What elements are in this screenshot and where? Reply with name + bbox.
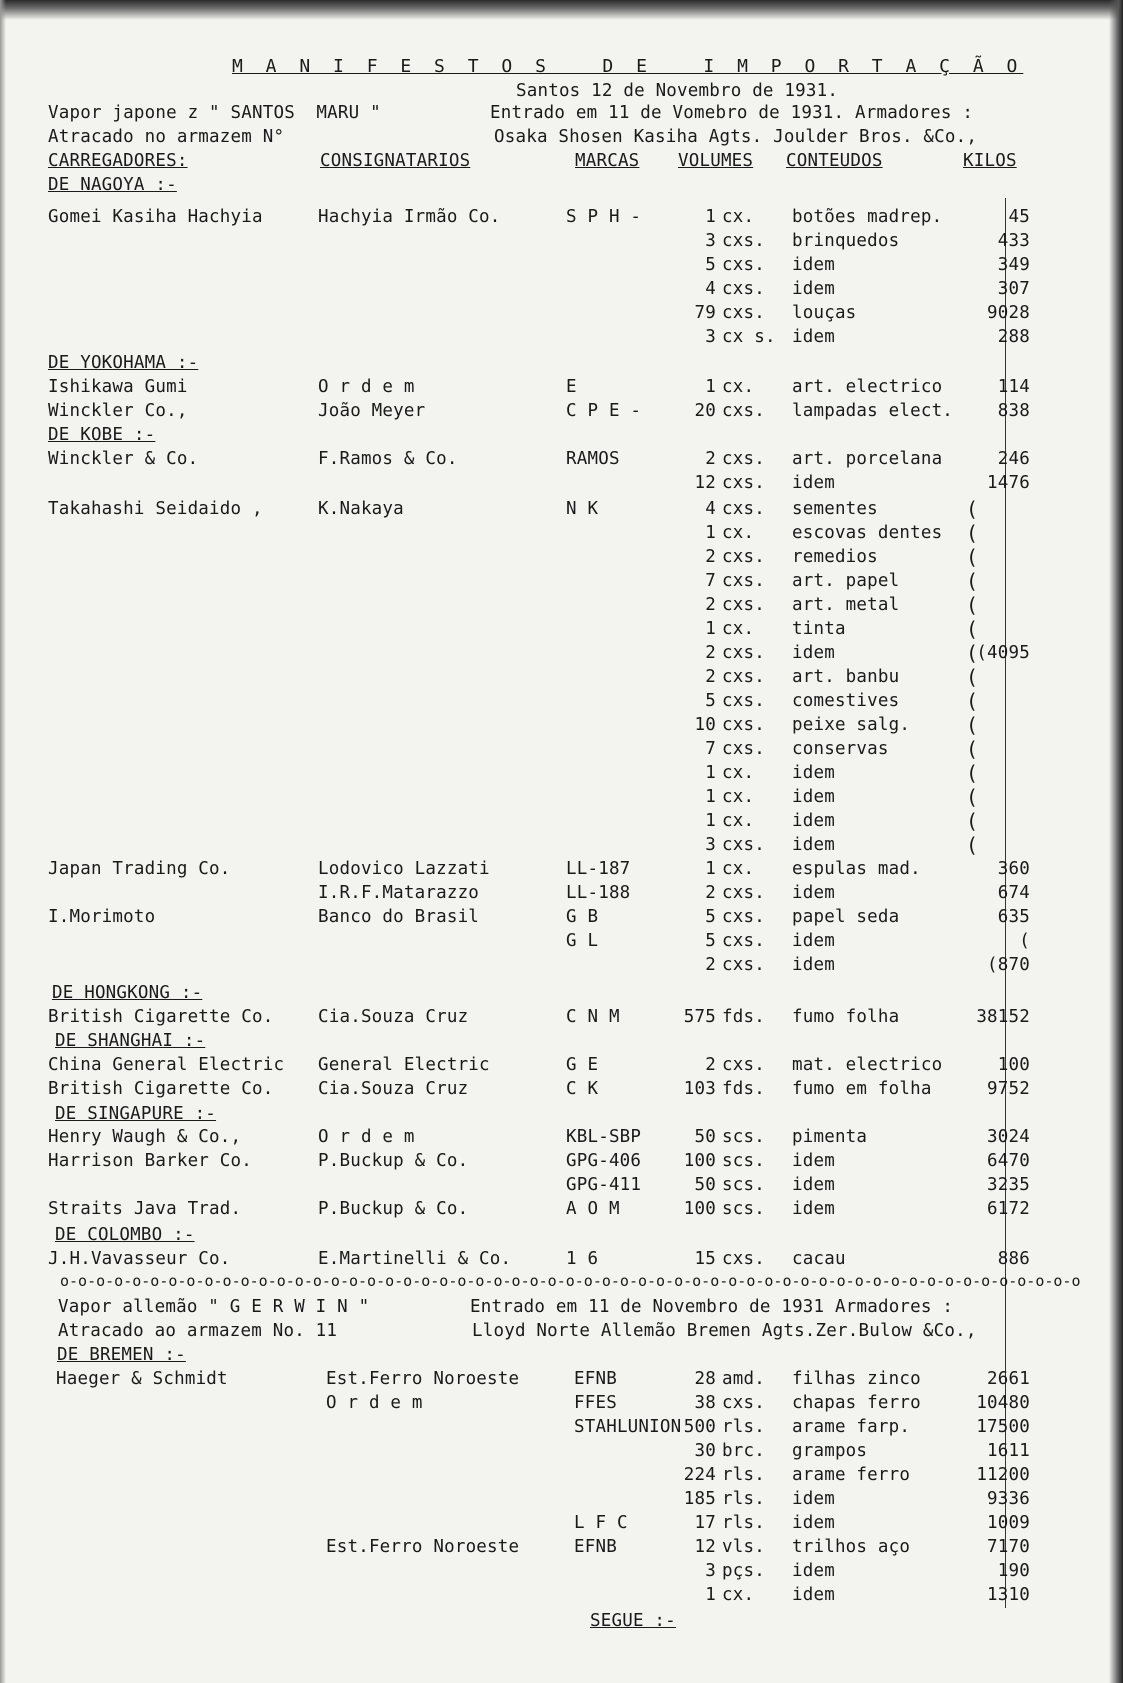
volume-count-cell: 100 — [683, 1199, 716, 1219]
content-cell: sementes — [792, 499, 878, 519]
kilos-cell: 349 — [997, 255, 1030, 275]
kilos-cell: 838 — [997, 401, 1030, 421]
content-cell: idem — [792, 955, 835, 975]
shipper-cell: China General Electric — [48, 1055, 285, 1075]
kilos-cell: 886 — [997, 1249, 1030, 1269]
content-cell: arame farp. — [792, 1417, 911, 1437]
kilos-cell: 2661 — [987, 1369, 1030, 1389]
content-cell: idem — [792, 473, 835, 493]
volume-count-cell: 1 — [705, 523, 716, 543]
content-cell: papel seda — [792, 907, 900, 927]
shipper-cell: J.H.Vavasseur Co. — [48, 1249, 231, 1269]
kilos-cell: 674 — [997, 883, 1030, 903]
kilos-cell: 307 — [997, 279, 1030, 299]
brace-mark: ( — [966, 497, 979, 521]
content-cell: idem — [792, 763, 835, 783]
volume-count-cell: 7 — [705, 571, 716, 591]
consignee-cell: General Electric — [318, 1055, 490, 1075]
volume-count-cell: 79 — [694, 303, 716, 323]
volume-count-cell: 17 — [694, 1513, 716, 1533]
volume-unit-cell: cx. — [722, 787, 755, 807]
volume-unit-cell: cx. — [722, 859, 755, 879]
volume-count-cell: 224 — [683, 1465, 716, 1485]
content-cell: espulas mad. — [792, 859, 921, 879]
marks-cell: G L — [566, 931, 599, 951]
content-cell: filhas zinco — [792, 1369, 921, 1389]
volume-unit-cell: cxs. — [722, 931, 765, 951]
content-cell: art. papel — [792, 571, 900, 591]
scan-edge-top — [0, 0, 1123, 20]
consignee-cell: Est.Ferro Noroeste — [326, 1537, 520, 1557]
marks-cell: C P E - — [566, 401, 642, 421]
kilos-cell: ( — [1019, 931, 1030, 951]
brace-mark: ( — [966, 593, 979, 617]
kilos-cell: 635 — [997, 907, 1030, 927]
kilos-cell: 10480 — [976, 1393, 1030, 1413]
marks-cell: RAMOS — [566, 449, 620, 469]
marks-cell: A O M — [566, 1199, 620, 1219]
origin-shanghai: DE SHANGHAI :- — [55, 1031, 206, 1051]
marks-cell: FFES — [574, 1393, 617, 1413]
ship-separator: o-o-o-o-o-o-o-o-o-o-o-o-o-o-o-o-o-o-o-o-o-o-o-o-o-o-o-o-o-o-o-o-o-o-o-o-o-o-o-o-o-o-o-o-o-o-o-o-o-o-o-o-o-o-o-o-o — [60, 1272, 1081, 1290]
volume-unit-cell: cx. — [722, 619, 755, 639]
volume-unit-cell: amd. — [722, 1369, 765, 1389]
volume-count-cell: 500 — [683, 1417, 716, 1437]
origin-nagoya: DE NAGOYA :- — [48, 175, 177, 195]
content-cell: trilhos aço — [792, 1537, 911, 1557]
volume-count-cell: 1 — [705, 787, 716, 807]
shipper-cell: Ishikawa Gumi — [48, 377, 188, 397]
volume-count-cell: 103 — [683, 1079, 716, 1099]
volume-count-cell: 2 — [705, 449, 716, 469]
marks-cell: LL-187 — [566, 859, 631, 879]
consignee-cell: João Meyer — [318, 401, 426, 421]
shipper-cell: Harrison Barker Co. — [48, 1151, 252, 1171]
volume-unit-cell: rls. — [722, 1465, 765, 1485]
volume-unit-cell: cxs. — [722, 883, 765, 903]
shipper-cell: Japan Trading Co. — [48, 859, 231, 879]
brace-mark: ( — [966, 521, 979, 545]
content-cell: chapas ferro — [792, 1393, 921, 1413]
volume-unit-cell: vls. — [722, 1537, 765, 1557]
header-volumes: VOLUMES — [678, 151, 754, 171]
header-consignatarios: CONSIGNATARIOS — [320, 151, 471, 171]
volume-count-cell: 15 — [694, 1249, 716, 1269]
ship1-line1: Vapor japone z " SANTOS MARU " — [48, 103, 381, 123]
marks-cell: GPG-406 — [566, 1151, 642, 1171]
volume-count-cell: 7 — [705, 739, 716, 759]
volume-unit-cell: cx. — [722, 1585, 755, 1605]
volume-count-cell: 4 — [705, 499, 716, 519]
content-cell: mat. electrico — [792, 1055, 943, 1075]
marks-cell: EFNB — [574, 1537, 617, 1557]
volume-unit-cell: cxs. — [722, 571, 765, 591]
volume-unit-cell: cxs. — [722, 255, 765, 275]
content-cell: art. porcelana — [792, 449, 943, 469]
volume-unit-cell: cxs. — [722, 835, 765, 855]
consignee-cell: E.Martinelli & Co. — [318, 1249, 512, 1269]
consignee-cell: I.R.F.Matarazzo — [318, 883, 480, 903]
shipper-cell: British Cigarette Co. — [48, 1007, 274, 1027]
kilos-cell: 9752 — [987, 1079, 1030, 1099]
marks-cell: STAHLUNION — [574, 1417, 682, 1437]
content-cell: idem — [792, 1489, 835, 1509]
marks-cell: C N M — [566, 1007, 620, 1027]
marks-cell: 1 6 — [566, 1249, 599, 1269]
consignee-cell: F.Ramos & Co. — [318, 449, 458, 469]
volume-unit-cell: cxs. — [722, 1055, 765, 1075]
volume-count-cell: 2 — [705, 643, 716, 663]
place-date: Santos 12 de Novembro de 1931. — [516, 81, 839, 101]
shipper-cell: I.Morimoto — [48, 907, 156, 927]
marks-cell: KBL-SBP — [566, 1127, 642, 1147]
kilos-cell: 9028 — [987, 303, 1030, 323]
volume-unit-cell: rls. — [722, 1417, 765, 1437]
footer-segue: SEGUE :- — [590, 1611, 676, 1631]
volume-count-cell: 5 — [705, 255, 716, 275]
kilos-cell: 17500 — [976, 1417, 1030, 1437]
volume-count-cell: 5 — [705, 931, 716, 951]
volume-count-cell: 1 — [705, 811, 716, 831]
consignee-cell: Banco do Brasil — [318, 907, 480, 927]
brace-mark: ( — [966, 713, 979, 737]
consignee-cell: O r d e m — [318, 1127, 415, 1147]
content-cell: remedios — [792, 547, 878, 567]
consignee-cell: Cia.Souza Cruz — [318, 1007, 469, 1027]
content-cell: lampadas elect. — [792, 401, 954, 421]
volume-unit-cell: cx s. — [722, 327, 776, 347]
volume-count-cell: 50 — [694, 1127, 716, 1147]
marks-cell: G E — [566, 1055, 599, 1075]
content-cell: art. banbu — [792, 667, 900, 687]
volume-count-cell: 1 — [705, 1585, 716, 1605]
content-cell: idem — [792, 643, 835, 663]
volume-unit-cell: cxs. — [722, 1249, 765, 1269]
content-cell: idem — [792, 1151, 835, 1171]
marks-cell: C K — [566, 1079, 599, 1099]
ship1-line2b: Osaka Shosen Kasiha Agts. Joulder Bros. &Co., — [494, 127, 978, 147]
header-marcas: MARCAS — [575, 151, 640, 171]
volume-count-cell: 12 — [694, 1537, 716, 1557]
volume-count-cell: 2 — [705, 667, 716, 687]
content-cell: idem — [792, 835, 835, 855]
volume-unit-cell: cxs. — [722, 499, 765, 519]
ship2-line1: Vapor allemão " G E R W I N " — [58, 1297, 370, 1317]
volume-count-cell: 3 — [705, 327, 716, 347]
volume-count-cell: 100 — [683, 1151, 716, 1171]
kilos-cell: 246 — [997, 449, 1030, 469]
ship1-line1b: Entrado em 11 de Vomebro de 1931. Armadores : — [490, 103, 974, 123]
consignee-cell: Lodovico Lazzati — [318, 859, 490, 879]
content-cell: peixe salg. — [792, 715, 911, 735]
volume-count-cell: 185 — [683, 1489, 716, 1509]
origin-kobe: DE KOBE :- — [48, 425, 156, 445]
marks-cell: GPG-411 — [566, 1175, 642, 1195]
brace-mark: ( — [966, 761, 979, 785]
volume-count-cell: 1 — [705, 859, 716, 879]
ship2-line2: Atracado ao armazem No. 11 — [58, 1321, 338, 1341]
volume-count-cell: 2 — [705, 955, 716, 975]
brace-mark: ( — [966, 809, 979, 833]
header-carregadores: CARREGADORES: — [48, 151, 188, 171]
brace-mark: ( — [966, 737, 979, 761]
kilos-cell: 1476 — [987, 473, 1030, 493]
brace-mark: ( — [966, 833, 979, 857]
kilos-cell: 45 — [1008, 207, 1030, 227]
content-cell: idem — [792, 1199, 835, 1219]
volume-unit-cell: cxs. — [722, 907, 765, 927]
kilos-cell: 1310 — [987, 1585, 1030, 1605]
header-kilos: KILOS — [963, 151, 1017, 171]
volume-unit-cell: cxs. — [722, 303, 765, 323]
content-cell: grampos — [792, 1441, 868, 1461]
consignee-cell: P.Buckup & Co. — [318, 1151, 469, 1171]
kilos-cell: 11200 — [976, 1465, 1030, 1485]
volume-unit-cell: brc. — [722, 1441, 765, 1461]
consignee-cell: Cia.Souza Cruz — [318, 1079, 469, 1099]
consignee-cell: P.Buckup & Co. — [318, 1199, 469, 1219]
volume-unit-cell: cxs. — [722, 279, 765, 299]
volume-count-cell: 4 — [705, 279, 716, 299]
volume-count-cell: 2 — [705, 547, 716, 567]
volume-count-cell: 1 — [705, 763, 716, 783]
volume-count-cell: 2 — [705, 1055, 716, 1075]
content-cell: idem — [792, 787, 835, 807]
content-cell: idem — [792, 1513, 835, 1533]
volume-unit-cell: cxs. — [722, 595, 765, 615]
volume-count-cell: 30 — [694, 1441, 716, 1461]
brace-mark: ( — [966, 665, 979, 689]
kilos-cell: 6172 — [987, 1199, 1030, 1219]
volume-unit-cell: fds. — [722, 1079, 765, 1099]
volume-count-cell: 38 — [694, 1393, 716, 1413]
volume-unit-cell: scs. — [722, 1175, 765, 1195]
ship2-line2b: Lloyd Norte Allemão Bremen Agts.Zer.Bulow &Co., — [472, 1321, 977, 1341]
document-title: M A N I F E S T O S D E I M P O R T A Ç Ã O — [232, 56, 1024, 77]
volume-unit-cell: cxs. — [722, 231, 765, 251]
volume-count-cell: 575 — [683, 1007, 716, 1027]
volume-count-cell: 2 — [705, 883, 716, 903]
kilos-cell: (870 — [987, 955, 1030, 975]
marks-cell: L F C — [574, 1513, 628, 1533]
content-cell: idem — [792, 255, 835, 275]
ship2-line1b: Entrado em 11 de Novembro de 1931 Armadores : — [470, 1297, 954, 1317]
shipper-cell: Winckler Co., — [48, 401, 188, 421]
kilos-cell: 114 — [997, 377, 1030, 397]
marks-cell: G B — [566, 907, 599, 927]
volume-unit-cell: scs. — [722, 1127, 765, 1147]
brace-mark: ( — [966, 785, 979, 809]
content-cell: tinta — [792, 619, 846, 639]
kilos-cell: 288 — [997, 327, 1030, 347]
kilos-cell: 3235 — [987, 1175, 1030, 1195]
content-cell: idem — [792, 931, 835, 951]
kilos-cell: 9336 — [987, 1489, 1030, 1509]
volume-count-cell: 5 — [705, 907, 716, 927]
volume-unit-cell: scs. — [722, 1199, 765, 1219]
volume-unit-cell: cxs. — [722, 739, 765, 759]
shipper-cell: Haeger & Schmidt — [56, 1369, 228, 1389]
volume-count-cell: 1 — [705, 619, 716, 639]
volume-unit-cell: rls. — [722, 1513, 765, 1533]
kilos-cell: 38152 — [976, 1007, 1030, 1027]
brace-mark: ( — [966, 569, 979, 593]
shipper-cell: Gomei Kasiha Hachyia — [48, 207, 263, 227]
content-cell: pimenta — [792, 1127, 868, 1147]
kilos-cell: 1611 — [987, 1441, 1030, 1461]
marks-cell: N K — [566, 499, 599, 519]
volume-count-cell: 1 — [705, 377, 716, 397]
marks-cell: EFNB — [574, 1369, 617, 1389]
scan-edge-left — [0, 0, 6, 1683]
shipper-cell: Straits Java Trad. — [48, 1199, 242, 1219]
volume-count-cell: 3 — [705, 1561, 716, 1581]
volume-count-cell: 50 — [694, 1175, 716, 1195]
ship1-line2: Atracado no armazem N° — [48, 127, 285, 147]
shipper-cell: British Cigarette Co. — [48, 1079, 274, 1099]
header-conteudos: CONTEUDOS — [786, 151, 883, 171]
kilos-cell: 433 — [997, 231, 1030, 251]
content-cell: botões madrep. — [792, 207, 943, 227]
kilos-cell: 360 — [997, 859, 1030, 879]
content-cell: art. metal — [792, 595, 900, 615]
marks-cell: S P H - — [566, 207, 642, 227]
origin-hongkong: DE HONGKONG :- — [52, 983, 203, 1003]
origin-singapure: DE SINGAPURE :- — [55, 1104, 217, 1124]
content-cell: conservas — [792, 739, 889, 759]
marks-cell: E — [566, 377, 577, 397]
volume-count-cell: 28 — [694, 1369, 716, 1389]
kilos-cell: 190 — [997, 1561, 1030, 1581]
volume-unit-cell: cxs. — [722, 449, 765, 469]
consignee-cell: O r d e m — [326, 1393, 423, 1413]
shipper-cell: Henry Waugh & Co., — [48, 1127, 242, 1147]
content-cell: fumo folha — [792, 1007, 900, 1027]
origin-bremen: DE BREMEN :- — [57, 1345, 186, 1365]
volume-unit-cell: pçs. — [722, 1561, 765, 1581]
kilos-cell: 3024 — [987, 1127, 1030, 1147]
volume-unit-cell: cxs. — [722, 955, 765, 975]
content-cell: idem — [792, 883, 835, 903]
content-cell: idem — [792, 1175, 835, 1195]
kilos-cell: 7170 — [987, 1537, 1030, 1557]
kilos-cell: 100 — [997, 1055, 1030, 1075]
volume-unit-cell: cxs. — [722, 1393, 765, 1413]
content-cell: idem — [792, 279, 835, 299]
volume-unit-cell: fds. — [722, 1007, 765, 1027]
scan-edge-right — [1109, 0, 1123, 1683]
volume-count-cell: 10 — [694, 715, 716, 735]
volume-unit-cell: cx. — [722, 763, 755, 783]
volume-count-cell: 5 — [705, 691, 716, 711]
brace-mark: ( — [966, 545, 979, 569]
content-cell: idem — [792, 1561, 835, 1581]
volume-unit-cell: cxs. — [722, 643, 765, 663]
content-cell: idem — [792, 811, 835, 831]
shipper-cell: Winckler & Co. — [48, 449, 199, 469]
kilos-cell: 1009 — [987, 1513, 1030, 1533]
volume-unit-cell: cxs. — [722, 715, 765, 735]
kilos-cell: 6470 — [987, 1151, 1030, 1171]
origin-yokohama: DE YOKOHAMA :- — [48, 353, 199, 373]
volume-unit-cell: cx. — [722, 523, 755, 543]
content-cell: idem — [792, 327, 835, 347]
consignee-cell: K.Nakaya — [318, 499, 404, 519]
content-cell: art. electrico — [792, 377, 943, 397]
brace-mark: ( — [966, 617, 979, 641]
content-cell: brinquedos — [792, 231, 900, 251]
volume-count-cell: 20 — [694, 401, 716, 421]
content-cell: louças — [792, 303, 857, 323]
content-cell: comestives — [792, 691, 900, 711]
volume-unit-cell: cxs. — [722, 473, 765, 493]
volume-count-cell: 3 — [705, 835, 716, 855]
volume-unit-cell: rls. — [722, 1489, 765, 1509]
consignee-cell: Hachyia Irmão Co. — [318, 207, 501, 227]
content-cell: arame ferro — [792, 1465, 911, 1485]
volume-count-cell: 3 — [705, 231, 716, 251]
brace-mark: ( — [966, 641, 979, 665]
content-cell: idem — [792, 1585, 835, 1605]
volume-unit-cell: cxs. — [722, 547, 765, 567]
volume-count-cell: 1 — [705, 207, 716, 227]
volume-count-cell: 12 — [694, 473, 716, 493]
volume-unit-cell: scs. — [722, 1151, 765, 1171]
content-cell: cacau — [792, 1249, 846, 1269]
content-cell: fumo em folha — [792, 1079, 932, 1099]
brace-mark: ( — [966, 689, 979, 713]
shipper-cell: Takahashi Seidaido , — [48, 499, 263, 519]
volume-count-cell: 2 — [705, 595, 716, 615]
volume-unit-cell: cxs. — [722, 691, 765, 711]
content-cell: escovas dentes — [792, 523, 943, 543]
marks-cell: LL-188 — [566, 883, 631, 903]
consignee-cell: O r d e m — [318, 377, 415, 397]
volume-unit-cell: cxs. — [722, 667, 765, 687]
kilos-cell: (4095 — [976, 643, 1030, 663]
volume-unit-cell: cxs. — [722, 401, 765, 421]
volume-unit-cell: cx. — [722, 811, 755, 831]
volume-unit-cell: cx. — [722, 377, 755, 397]
origin-colombo: DE COLOMBO :- — [55, 1225, 195, 1245]
volume-unit-cell: cx. — [722, 207, 755, 227]
consignee-cell: Est.Ferro Noroeste — [326, 1369, 520, 1389]
